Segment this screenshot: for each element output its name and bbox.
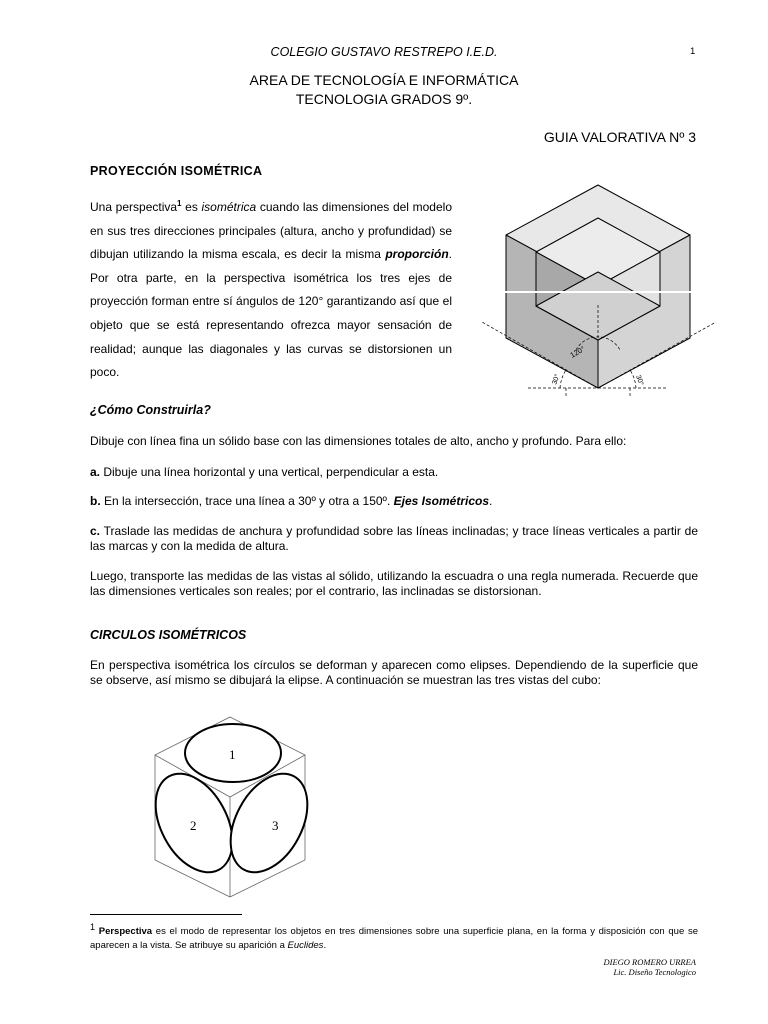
step-b-end: .	[489, 494, 493, 508]
circles-paragraph: En perspectiva isométrica los círculos se deforman y aparecen como elipses. Dependiendo de la superficie que se observe, así mismo se dibujará la elipse. A continuación se muestran las tres vistas del cubo:	[90, 658, 698, 687]
footnote-number: 1	[90, 922, 96, 932]
intro-text: es	[181, 200, 202, 214]
footnote-rule	[90, 914, 242, 915]
author-title: Lic. Diseño Tecnologico	[613, 967, 696, 977]
area-title: AREA DE TECNOLOGÍA E INFORMÁTICA	[249, 72, 519, 88]
step-c	[90, 524, 698, 554]
intro-text: cuando las dimensiones del modelo en sus tres direcciones principales (altura, ancho y profundidad) se dibujan utilizando la misma escala, es decir la misma	[90, 200, 452, 262]
step-b-label: b.	[90, 494, 101, 508]
transport-paragraph: Luego, transporte las medidas de las vistas al sólido, utilizando la escuadra o una regla numerada. Recuerde que las dimensiones verticales son reales; por el contrario, las inclinadas se distorsionan.	[90, 569, 698, 598]
author-name: DIEGO ROMERO URREA	[603, 957, 696, 967]
step-a-text: Dibuje una línea horizontal y una vertical, perpendicular a esta.	[100, 465, 439, 479]
grade-title: TECNOLOGIA GRADOS 9º.	[295, 91, 473, 107]
footnote-ref: 1	[177, 199, 182, 208]
school-name: COLEGIO GUSTAVO RESTREPO I.E.D.	[270, 45, 498, 59]
intro-paragraph	[90, 192, 452, 385]
guide-title: GUIA VALORATIVA Nº 3	[543, 129, 696, 145]
footnote-term: Perspectiva	[98, 926, 153, 938]
intro-italic: isométrica	[201, 200, 257, 214]
ellipse-label-2: 2	[190, 818, 197, 833]
page-number: 1	[690, 46, 696, 57]
isometric-circles-figure	[150, 712, 340, 902]
angle-label-right: 30°	[634, 374, 645, 387]
step-a-label: a.	[90, 465, 101, 479]
angle-label-top: 120°	[568, 344, 587, 360]
step-b-bold: Ejes Isométricos	[393, 494, 490, 508]
step-a	[90, 465, 698, 480]
intro-text: . Por otra parte, en la perspectiva isométrica los tres ejes de proyección forman entre sí ángulos de 120° garantizando así que el objeto que se está representando ofrezca mayor sensación de realidad; aunque las diagonales y las curvas se distorsionen un poco.	[90, 247, 452, 380]
step-c-label: c.	[90, 524, 101, 538]
ellipse-label-3: 3	[272, 818, 279, 833]
step-b-text: En la intersección, trace una línea a 30º y otra a 150º.	[100, 494, 394, 508]
intro-bold: proporción	[385, 247, 449, 262]
footnote	[90, 920, 698, 953]
step-c-text: Traslade las medidas de anchura y profundidad sobre las líneas inclinadas; y trace líneas verticales a partir de las marcas y con la medida de altura.	[90, 524, 698, 553]
footnote-end: .	[323, 940, 327, 952]
section-title-isometric-circles: CIRCULOS ISOMÉTRICOS	[90, 628, 247, 642]
section-title-how-to-build: ¿Cómo Construirla?	[90, 403, 211, 417]
ellipse-label-1: 1	[229, 747, 236, 762]
instruction-paragraph: Dibuje con línea fina un sólido base con las dimensiones totales de alto, ancho y profundo. Para ello:	[90, 434, 627, 448]
isometric-cube-figure	[478, 180, 728, 405]
angle-arc-left	[560, 370, 566, 388]
intro-text: Una perspectiva	[90, 200, 178, 214]
step-b	[90, 494, 698, 509]
author-block	[603, 957, 696, 977]
section-title-isometric-projection: PROYECCIÓN ISOMÉTRICA	[90, 164, 263, 178]
footnote-text: es el modo de representar los objetos en tres dimensiones sobre una superficie plana, en la forma y disposición con que se aparecen a la vista. Se atribuye su aparición a	[90, 926, 698, 952]
footnote-italic: Euclides	[287, 940, 324, 952]
angle-label-left: 30°	[551, 373, 562, 386]
